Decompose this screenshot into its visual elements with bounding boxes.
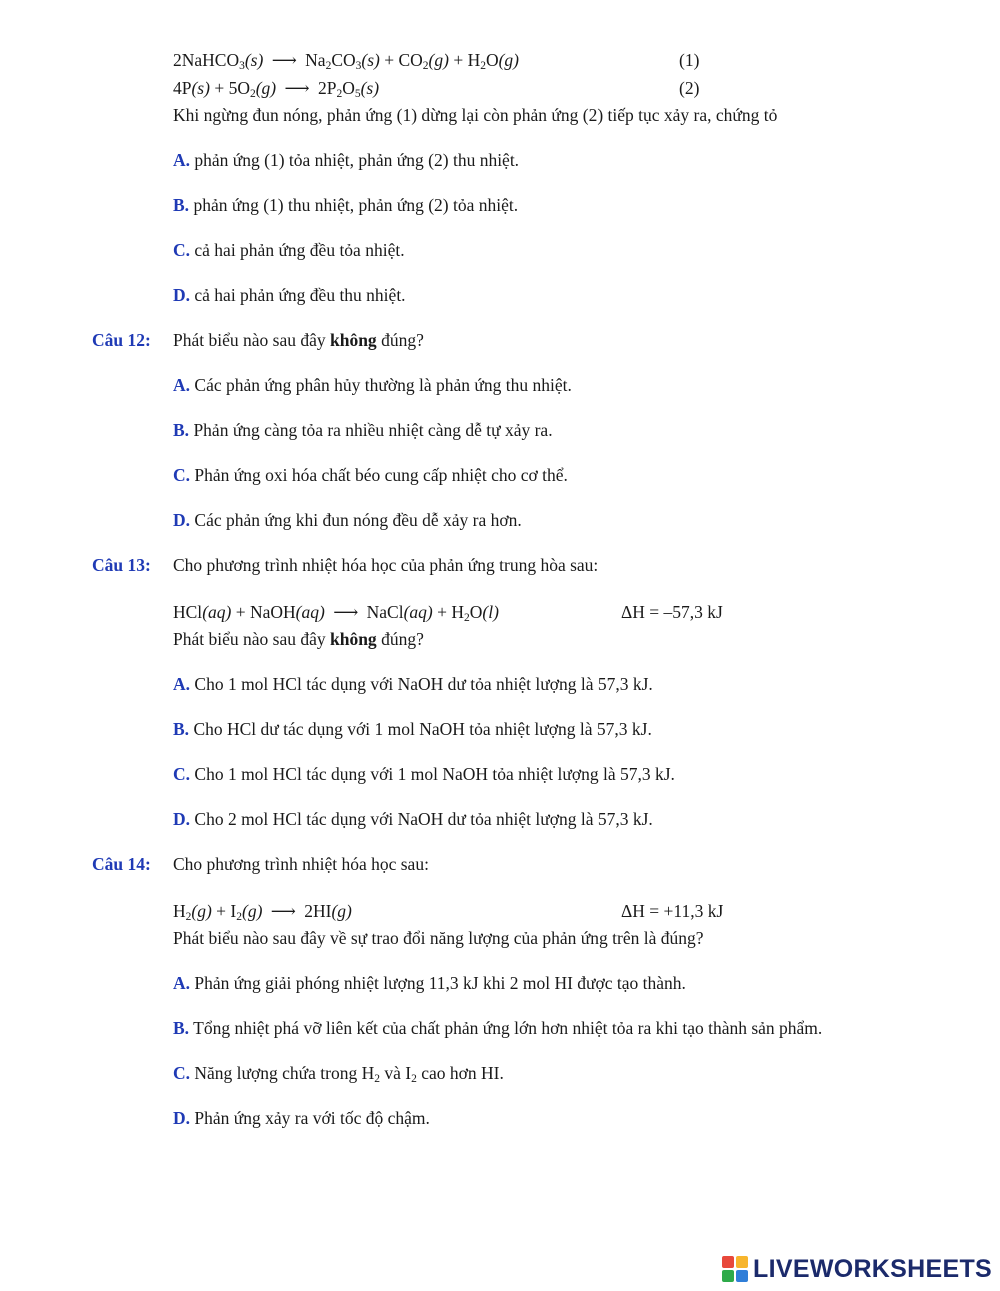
liveworksheets-logo — [722, 1252, 992, 1286]
option-text: Phản ứng giải phóng nhiệt lượng 11,3 kJ khi 2 mol HI được tạo thành. — [194, 973, 686, 993]
equation-2-number: (2) — [679, 78, 700, 98]
option-text: Phản ứng oxi hóa chất béo cung cấp nhiệt cho cơ thể. — [194, 465, 568, 485]
option-letter: C. — [173, 240, 191, 260]
question-13-label: Câu 13: — [92, 555, 151, 575]
intro-option-d[interactable] — [173, 284, 406, 306]
question-14-stem: Cho phương trình nhiệt hóa học sau: — [173, 854, 429, 874]
stem-emphasis: không — [329, 629, 377, 649]
intro-option-a[interactable] — [173, 149, 519, 171]
q13-option-d[interactable] — [173, 808, 653, 830]
q14-option-b[interactable] — [173, 1017, 822, 1039]
question-14-label: Câu 14: — [92, 854, 151, 874]
option-text: Phản ứng càng tỏa ra nhiều nhiệt càng dễ tự xảy ra. — [193, 420, 553, 440]
q14-option-a[interactable] — [173, 972, 686, 994]
q14-option-d[interactable] — [173, 1107, 430, 1129]
q13-option-b[interactable] — [173, 718, 652, 740]
q13-enthalpy: ΔH = –57,3 kJ — [621, 602, 723, 622]
question-12-label: Câu 12: — [92, 330, 151, 350]
q12-option-a[interactable] — [173, 374, 572, 396]
q14-equation — [173, 900, 352, 922]
equation-1 — [173, 49, 519, 71]
option-text: cả hai phản ứng đều tỏa nhiệt. — [194, 240, 405, 260]
stem-emphasis: không — [329, 330, 377, 350]
q12-option-b[interactable] — [173, 419, 553, 441]
option-text: Các phản ứng phân hủy thường là phản ứng thu nhiệt. — [194, 375, 572, 395]
q13-equation-formula: HCl(aq) + NaOH(aq) ⟶ NaCl(aq) + $H_2O(l)$ — [173, 602, 499, 624]
intro-option-c[interactable] — [173, 239, 405, 261]
equation-2 — [173, 77, 379, 99]
option-letter: A. — [173, 973, 191, 993]
option-text: cả hai phản ứng đều thu nhiệt. — [194, 285, 406, 305]
q12-option-d[interactable] — [173, 509, 522, 531]
option-text: Cho 2 mol HCl tác dụng với NaOH dư tỏa nhiệt lượng là 57,3 kJ. — [194, 809, 653, 829]
option-text: Các phản ứng khi đun nóng đều dễ xảy ra hơn. — [194, 510, 522, 530]
option-text: Năng lượng chứa trong $H_2$ và $I_2$ cao hơn HI. — [194, 1063, 504, 1085]
q14-equation-formula: $H_2(g) + I_2(g)$ ⟶ 2HI(g) — [173, 901, 352, 923]
option-text: phản ứng (1) tỏa nhiệt, phản ứng (2) thu nhiệt. — [194, 150, 520, 170]
option-letter: D. — [173, 285, 191, 305]
option-letter: C. — [173, 1063, 191, 1083]
q12-option-c[interactable] — [173, 464, 568, 486]
option-letter: A. — [173, 150, 191, 170]
option-letter: A. — [173, 375, 191, 395]
option-text: Cho HCl dư tác dụng với 1 mol NaOH tỏa nhiệt lượng là 57,3 kJ. — [193, 719, 652, 739]
equation-1-number: (1) — [679, 50, 700, 70]
option-letter: C. — [173, 764, 191, 784]
intro-stem: Khi ngừng đun nóng, phản ứng (1) dừng lại còn phản ứng (2) tiếp tục xảy ra, chứng tỏ — [173, 105, 778, 125]
stem-part: Phát biểu nào sau đây — [173, 629, 330, 649]
option-letter: B. — [173, 1018, 190, 1038]
q13-equation — [173, 601, 499, 623]
q13-option-a[interactable] — [173, 673, 653, 695]
question-14-sub: Phát biểu nào sau đây về sự trao đổi năng lượng của phản ứng trên là đúng? — [173, 928, 704, 948]
option-letter: C. — [173, 465, 191, 485]
stem-part: Phát biểu nào sau đây — [173, 330, 330, 350]
intro-option-b[interactable] — [173, 194, 518, 216]
option-text: Phản ứng xảy ra với tốc độ chậm. — [194, 1108, 430, 1128]
logo-mark-icon — [722, 1256, 748, 1282]
question-13-sub — [173, 628, 424, 650]
question-13-stem: Cho phương trình nhiệt hóa học của phản ứng trung hòa sau: — [173, 555, 599, 575]
option-letter: B. — [173, 719, 190, 739]
option-text: Cho 1 mol HCl tác dụng với 1 mol NaOH tỏa nhiệt lượng là 57,3 kJ. — [194, 764, 675, 784]
q14-option-c[interactable] — [173, 1062, 504, 1084]
logo-square — [722, 1270, 734, 1282]
option-text: Cho 1 mol HCl tác dụng với NaOH dư tỏa nhiệt lượng là 57,3 kJ. — [194, 674, 653, 694]
question-12-stem — [173, 329, 424, 351]
stem-part: đúng? — [376, 629, 424, 649]
logo-square — [722, 1256, 734, 1268]
logo-text: LIVEWORKSHEETS — [753, 1254, 992, 1283]
equation-2-formula: $4P(s) + 5O_2(g)$ ⟶ $2P_2O_5(s)$ — [173, 78, 380, 100]
option-text: Tổng nhiệt phá vỡ liên kết của chất phản ứng lớn hơn nhiệt tỏa ra khi tạo thành sản phẩm. — [193, 1018, 823, 1038]
option-letter: D. — [173, 1108, 191, 1128]
option-letter: D. — [173, 809, 191, 829]
stem-part: đúng? — [376, 330, 424, 350]
q14-enthalpy: ΔH = +11,3 kJ — [621, 901, 724, 921]
q13-option-c[interactable] — [173, 763, 675, 785]
option-text: phản ứng (1) thu nhiệt, phản ứng (2) tỏa nhiệt. — [193, 195, 519, 215]
logo-square — [736, 1256, 748, 1268]
option-letter: A. — [173, 674, 191, 694]
option-letter: D. — [173, 510, 191, 530]
logo-square — [736, 1270, 748, 1282]
option-letter: B. — [173, 195, 190, 215]
option-letter: B. — [173, 420, 190, 440]
equation-1-formula: 2NaHCO$_3$(s) ⟶ $Na_2CO_3(s) + CO_2(g) + H_2O(g)$ — [173, 50, 520, 72]
